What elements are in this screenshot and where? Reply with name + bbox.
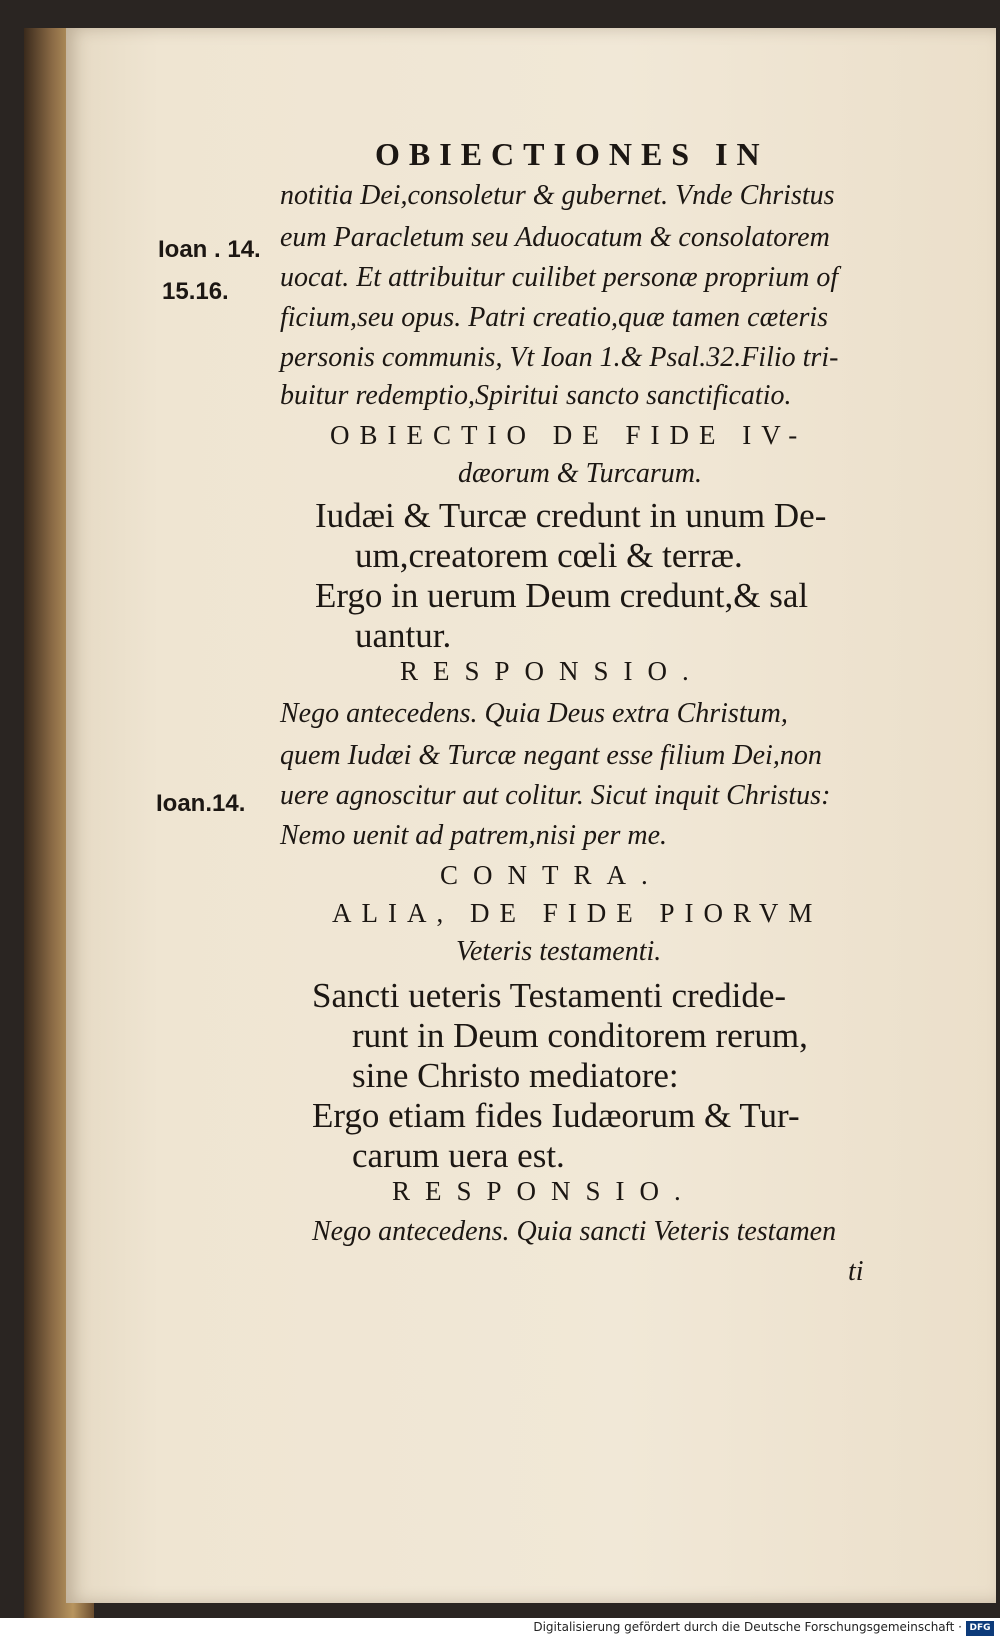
dfg-logo: DFG — [966, 1621, 994, 1636]
syllogism-line: carum uera est. — [352, 1136, 565, 1175]
section-subheading: Veteris testamenti. — [456, 936, 662, 967]
margin-note-ioan-14: Ioan . 14. — [158, 236, 261, 263]
contra-heading: CONTRA. — [440, 860, 663, 890]
syllogism-line: sine Christo mediatore: — [352, 1056, 679, 1095]
text-line: ficium,seu opus. Patri creatio,quæ tamen cæteris — [280, 302, 829, 333]
responsio-heading: RESPONSIO. — [392, 1176, 696, 1206]
running-head: OBIECTIONES IN — [375, 136, 769, 172]
text-line: uocat. Et attribuitur cuilibet personæ proprium of — [280, 262, 839, 293]
responsio-heading: RESPONSIO. — [400, 656, 704, 686]
syllogism-line: Iudæi & Turcæ credunt in unum De- — [315, 496, 827, 535]
text-line: notitia Dei,consoletur & gubernet. Vnde Christus — [280, 180, 835, 211]
catchword: ti — [848, 1256, 864, 1287]
section-subheading: dæorum & Turcarum. — [458, 458, 703, 489]
footer-bar — [0, 1618, 1000, 1641]
syllogism-line: Ergo in uerum Deum credunt,& sal — [315, 576, 809, 615]
text-line: uere agnoscitur aut colitur. Sicut inquit Christus: — [280, 780, 831, 811]
section-heading: ALIA, DE FIDE PIORVM — [332, 898, 823, 928]
syllogism-line: um,creatorem cœli & terræ. — [355, 536, 743, 575]
syllogism-line: uantur. — [355, 616, 452, 655]
funding-credit: Digitalisierung gefördert durch die Deutsche Forschungsgemeinschaft · — [533, 1620, 962, 1634]
text-line: Nego antecedens. Quia Deus extra Christum, — [280, 698, 788, 729]
text-line: Nemo uenit ad patrem,nisi per me. — [280, 820, 668, 851]
syllogism-line: runt in Deum conditorem rerum, — [352, 1016, 808, 1055]
section-heading: OBIECTIO DE FIDE IV- — [330, 420, 808, 450]
syllogism-line: Ergo etiam fides Iudæorum & Tur- — [312, 1096, 800, 1135]
syllogism-line: Sancti ueteris Testamenti credide- — [312, 976, 787, 1015]
text-line: quem Iudæi & Turcæ negant esse filium Dei,non — [280, 740, 822, 771]
text-line: Nego antecedens. Quia sancti Veteris testamen — [312, 1216, 837, 1247]
margin-note-15-16: 15.16. — [162, 278, 229, 305]
text-line: buitur redemptio,Spiritui sancto sanctificatio. — [280, 380, 792, 411]
margin-note-ioan-14-b: Ioan.14. — [156, 790, 246, 817]
text-line: eum Paracletum seu Aduocatum & consolatorem — [280, 222, 830, 253]
text-line: personis communis, Vt Ioan 1.& Psal.32.Filio tri- — [280, 342, 839, 373]
